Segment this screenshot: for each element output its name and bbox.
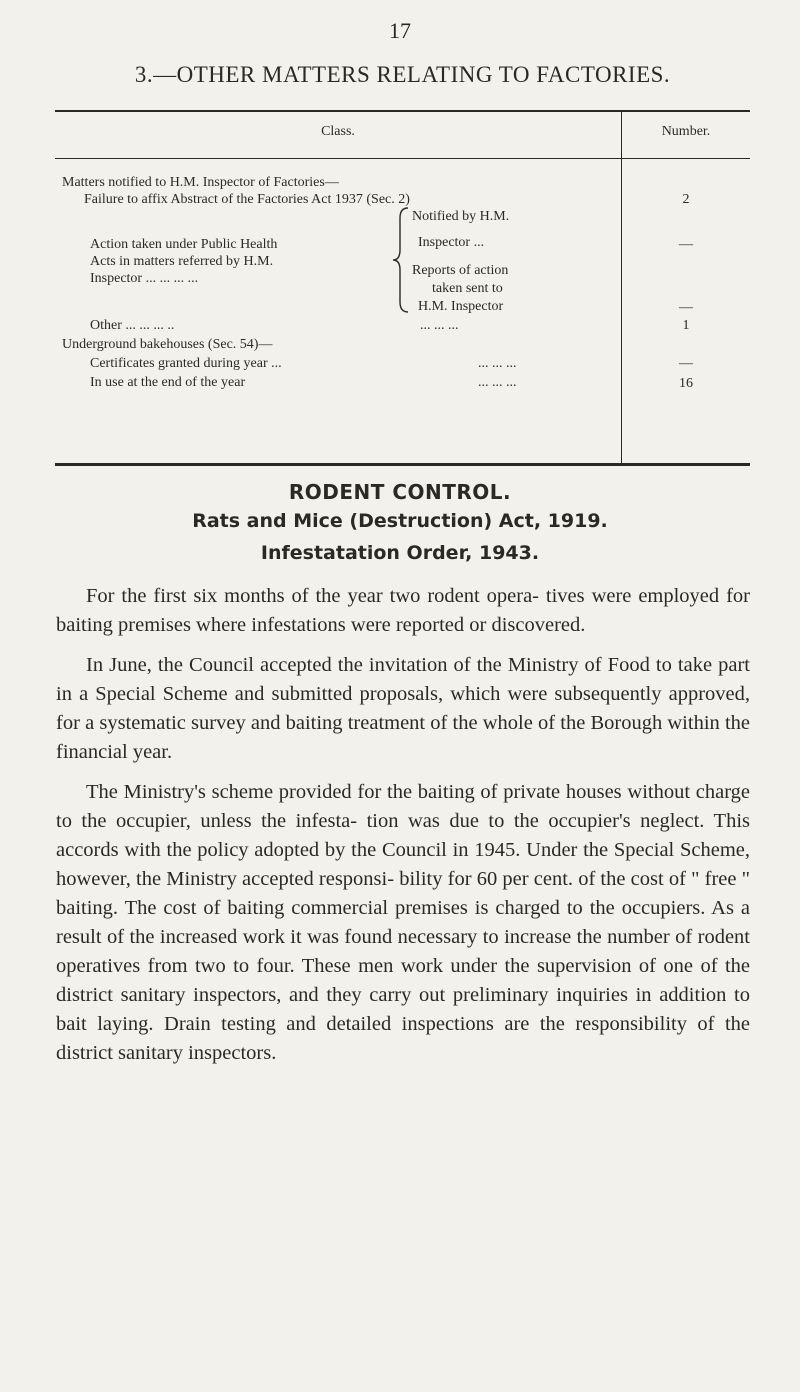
row-failure-label: Failure to affix Abstract of the Factories Act 1937 (Sec. 2) [84, 192, 410, 207]
other-dots: ... ... ... [420, 318, 459, 333]
reports-value: — [679, 300, 693, 315]
action-line-2: Acts in matters referred by H.M. [90, 254, 274, 269]
paragraph-1: For the first six months of the year two rodent opera- tives were employed for baiting premises where infestations were reported or discovered. [56, 585, 750, 636]
notified-line-1: Notified by H.M. [412, 209, 510, 224]
header-rule [55, 158, 750, 159]
bakehouse-heading: Underground bakehouses (Sec. 54)— [62, 337, 273, 352]
reports-line-2: taken sent to [432, 281, 503, 296]
reports-line-1: Reports of action [412, 263, 509, 278]
header-class: Class. [321, 124, 355, 139]
row-matters-heading: Matters notified to H.M. Inspector of Factories— [62, 175, 339, 190]
other-label: Other ... ... ... .. [90, 318, 175, 333]
action-line-3: Inspector ... ... ... ... [90, 271, 199, 286]
rodent-heading: RODENT CONTROL. [288, 480, 512, 504]
page-number: 17 [389, 18, 411, 43]
column-divider [621, 112, 622, 464]
reports-line-3: H.M. Inspector [418, 299, 504, 314]
inuse-value: 16 [679, 376, 693, 391]
notified-value: — [679, 237, 693, 252]
rodent-body [56, 582, 750, 1079]
cert-value: — [679, 356, 693, 371]
cert-dots: ... ... ... [478, 356, 517, 371]
table-top-rule [55, 110, 750, 112]
order-heading: Infestatation Order, 1943. [260, 542, 540, 564]
inuse-dots: ... ... ... [478, 375, 517, 390]
action-line-1: Action taken under Public Health [90, 237, 278, 252]
act-heading: Rats and Mice (Destruction) Act, 1919. [192, 510, 608, 532]
header-number: Number. [661, 124, 711, 139]
curly-brace [392, 206, 414, 314]
inuse-label: In use at the end of the year [90, 375, 246, 390]
paragraph-3: The Ministry's scheme provided for the baiting of private houses without charge to the occupier, unless the infesta- tion was due to the occupier's neglect. This accords with the policy adopted by the Council in 1945. Under the Special Scheme, however, the Ministry accepted responsi- bility for 60 per cent. of the cost of " free " baiting. The cost of baiting commercial premises is charged to the occupiers. As a result of the increased work it was found necessary to increase the number of rodent operatives from two to four. These men work under the supervision of one of the district sanitary inspectors, and they carry out preliminary inquiries in addition to bait laying. Drain testing and detailed inspections are the responsibility of the district sanitary inspectors. [56, 781, 750, 1064]
table-bottom-rule [55, 463, 750, 466]
section-title: 3.—OTHER MATTERS RELATING TO FACTORIES. [134, 62, 671, 87]
cert-label: Certificates granted during year ... [90, 356, 282, 371]
row-failure-value: 2 [682, 192, 690, 207]
other-value: 1 [682, 318, 690, 333]
paragraph-2: In June, the Council accepted the invitation of the Ministry of Food to take part in a Special Scheme and submitted proposals, which were subsequently approved, for a systematic survey and baiting treatment of the whole of the Borough within the financial year. [56, 654, 750, 763]
notified-line-2: Inspector ... [418, 235, 485, 250]
